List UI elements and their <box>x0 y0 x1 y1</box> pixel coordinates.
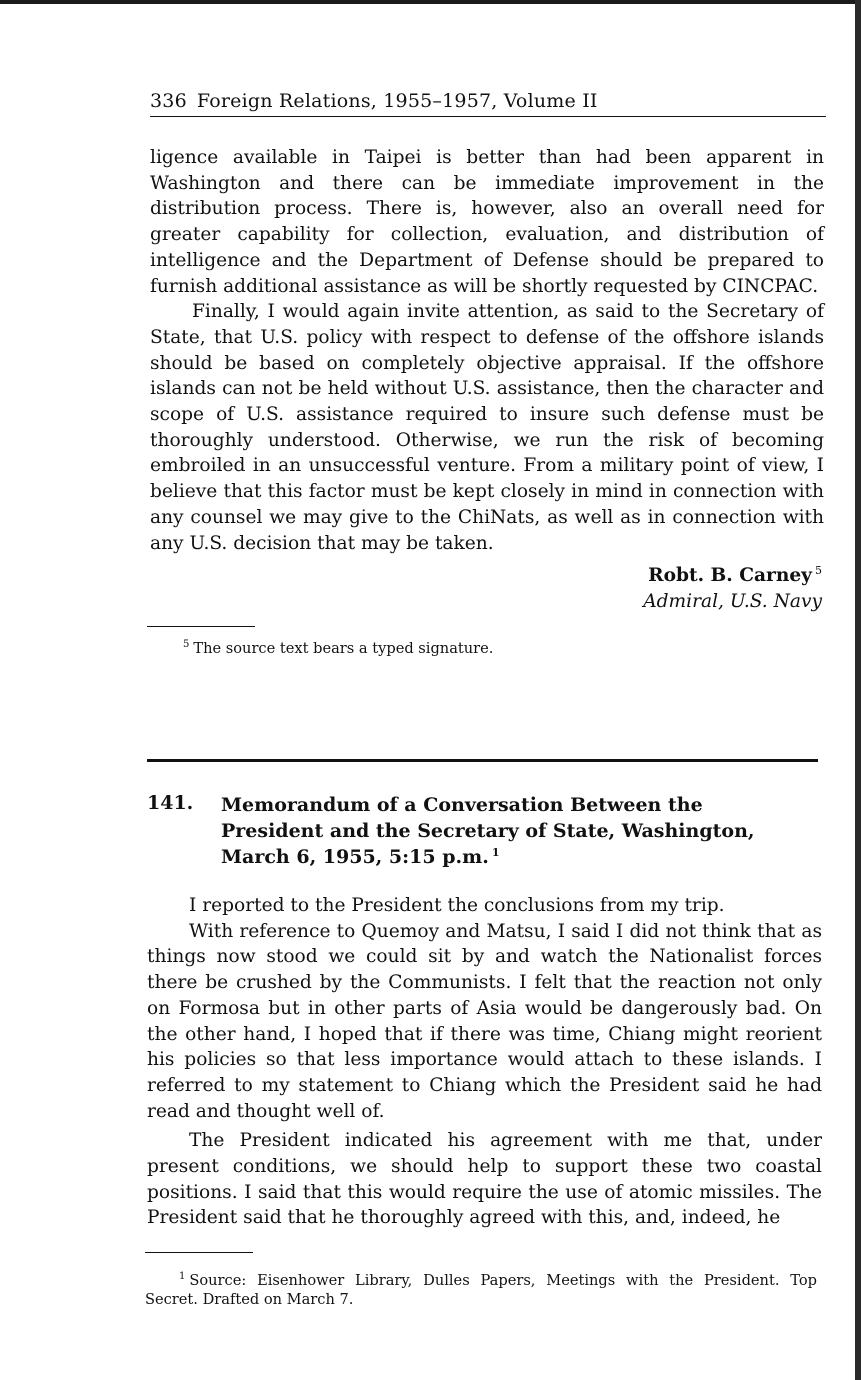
page-number: 336 <box>150 90 187 112</box>
footnote-rule-1 <box>147 626 255 627</box>
footnote-1-mark: 1 <box>179 1271 186 1282</box>
footnote-5 <box>183 635 823 658</box>
section2-paragraph-1: I reported to the President the conclusions from my trip. <box>189 895 725 916</box>
section2-paragraph-3: The President indicated his agreement with me that, under present conditions, we should help to support these two coastal positions. I said that this would require the use of atomic missiles. The President said that he thoroughly agreed with this, and, indeed, he <box>147 1130 822 1229</box>
section2-paragraph-2: With reference to Quemoy and Matsu, I said I did not think that as things now stood we could sit by and watch the Nationalist forces there be crushed by the Communists. I felt that the reaction not only on Formosa but in other parts of Asia would be dangerously bad. On the other hand, I hoped that if there was time, Chiang might reorient his policies so that less importance would attach to these islands. I referred to my statement to Chiang which the President said he had read and thought well of. <box>147 920 822 1122</box>
document-footnote-ref: 1 <box>491 845 500 859</box>
signature-name: Robt. B. Carney <box>648 565 812 586</box>
footnote-rule-2 <box>145 1252 253 1253</box>
section1-text <box>150 145 824 556</box>
document-number: 141. <box>147 792 194 814</box>
page-edge-right <box>855 0 861 1380</box>
document-title <box>221 792 801 870</box>
section2-text <box>147 893 822 1231</box>
document-title-text: Memorandum of a Conversation Between the President and the Secretary of State, Washington, March 6, 1955, 5:15 p.m. <box>221 794 755 868</box>
section-divider <box>147 759 818 762</box>
section1-paragraph-2: Finally, I would again invite attention, as said to the Secretary of State, that U.S. policy with respect to defense of the offshore islands should be based on completely objective appraisal. If the offshore islands can not be held without U.S. assistance, then the character and scope of U.S. assistance required to insure such defense must be thoroughly understood. Otherwise, we run the risk of becoming embroiled in an unsuccessful venture. From a military point of view, I believe that this factor must be kept closely in mind in connection with any counsel we may give to the ChiNats, as well as in connection with any U.S. decision that may be taken. <box>150 301 824 554</box>
footnote-5-mark: 5 <box>183 639 190 650</box>
running-head <box>150 90 826 117</box>
signature-title: Admiral, U.S. Navy <box>643 591 822 612</box>
signature-footnote-ref: 5 <box>815 563 822 577</box>
footnote-1 <box>145 1267 817 1310</box>
signature-block <box>500 563 822 615</box>
running-head-title: Foreign Relations, 1955–1957, Volume II <box>196 90 598 112</box>
page-edge-top <box>0 0 861 4</box>
section1-paragraph-1: ligence available in Taipei is better than had been apparent in Washington and there can be immediate improvement in the distribution process. There is, however, also an overall need for greater capability for collection, evaluation, and distribution of intelligence and the Department of Defense should be prepared to furnish additional assistance as will be shortly requested by CINCPAC. <box>150 147 824 297</box>
footnote-1-text: Source: Eisenhower Library, Dulles Papers, Meetings with the President. Top Secret. Drafted on March 7. <box>145 1271 817 1309</box>
footnote-5-text: The source text bears a typed signature. <box>193 639 494 657</box>
